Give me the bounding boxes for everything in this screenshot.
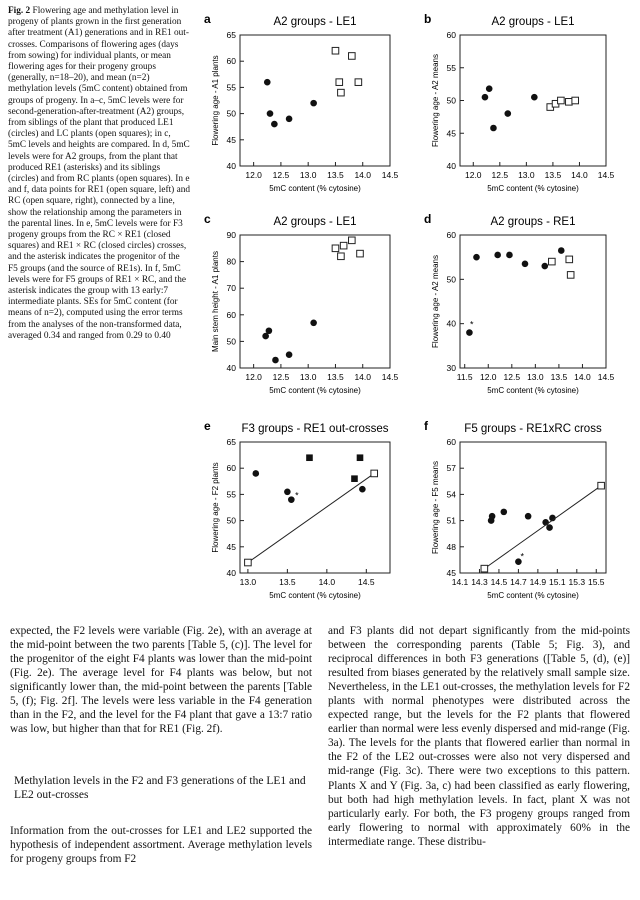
left-paragraph-1: expected, the F2 levels were variable (Fig. 2e), with an average at the mid-point between the two parents [Table 5, (c)]. The level for the progenitor of the eight F4 plants was lower than the mid-point (Fig. 2e). The average level for F4 plants was below, but not significantly lower than, the mid-point between the parents [Table 5, (f); Fig. 2f]. The levels were less variable in the F4 generation than in the F2, and the level for the F4 plant that gave a 13:7 ratio was low, but higher than that for RE1 (Fig. 2f). [10,625,312,736]
y-tick-label-b: 40 [446,161,456,171]
x-tick-label-d: 14.5 [597,372,615,382]
x-axis-label-b: 5mC content (% cytosine) [487,184,579,193]
y-axis-label-a: Flowering age - A1 plants [211,55,220,146]
data-point-circle-c [286,351,293,358]
x-tick-label-a: 14.0 [354,170,372,180]
data-point-circle-b [482,94,489,101]
y-tick-label-e: 40 [226,568,236,578]
data-point-asterisk-f: * [520,551,525,562]
y-tick-label-c: 40 [226,363,236,373]
y-tick-label-f: 60 [446,437,456,447]
data-point-circle-f [489,513,496,520]
plot-frame-f [460,442,606,573]
caption-label: Fig. 2 [8,6,31,16]
x-tick-label-b: 12.0 [464,170,482,180]
x-tick-label-e: 13.5 [279,577,296,587]
x-tick-label-b: 14.5 [597,170,615,180]
y-tick-label-b: 55 [446,62,456,73]
left-paragraph-2: Information from the out-crosses for LE1 and LE2 supported the hypothesis of independent assortment. Average methylation levels for progeny groups from F2 [10,825,312,866]
x-tick-label-d: 12.0 [479,372,497,382]
data-point-open-square-b [566,99,573,106]
x-tick-label-f: 14.3 [471,577,488,587]
x-tick-label-c: 12.0 [245,372,262,382]
y-tick-label-f: 54 [446,489,456,500]
y-tick-label-e: 50 [226,515,236,526]
x-axis-label-e: 5mC content (% cytosine) [269,591,361,600]
data-point-open-square-a [349,53,356,60]
y-tick-label-d: 50 [446,274,456,285]
x-tick-label-f: 14.1 [451,577,469,587]
chart-title-a: A2 groups - LE1 [273,16,357,28]
data-point-circle-a [271,121,278,128]
right-column [328,624,630,849]
data-point-open-square-b [558,97,565,104]
y-tick-label-b: 60 [446,30,456,40]
data-point-open-square-a [336,79,343,86]
plot-frame-b [460,35,606,166]
x-axis-label-a: 5mC content (% cytosine) [269,184,361,193]
y-tick-label-d: 30 [446,363,456,373]
data-point-circle-c [310,319,317,326]
x-tick-label-c: 13.5 [327,372,344,382]
x-tick-label-a: 12.0 [245,170,262,180]
data-point-open-square-d [566,256,573,263]
chart-title-b: A2 groups - LE1 [491,16,575,28]
data-point-open-square-e [245,559,252,566]
x-axis-label-f: 5mC content (% cytosine) [487,591,579,600]
parental-line-f [484,486,601,569]
data-point-asterisk-e: * [295,490,299,501]
data-point-open-square-a [338,89,345,96]
x-tick-label-d: 14.0 [574,372,591,382]
data-point-circle-b [531,94,538,101]
data-point-open-square-a [332,47,339,54]
x-tick-label-f: 14.9 [529,577,547,587]
panel-label-c: c [204,212,211,226]
parental-line-e [248,473,374,562]
data-point-circle-d [541,263,548,270]
data-point-circle-f [525,513,532,520]
y-tick-label-f: 45 [446,568,456,578]
x-tick-label-c: 14.5 [381,372,399,382]
x-tick-label-d: 12.5 [503,372,521,382]
y-axis-label-c: Main stem height - A1 plants [211,251,220,352]
x-axis-label-c: 5mC content (% cytosine) [269,386,361,395]
data-point-circle-a [310,100,317,107]
y-tick-label-d: 40 [446,318,456,329]
x-tick-label-b: 12.5 [491,170,509,180]
x-tick-label-f: 14.7 [510,577,527,587]
y-tick-label-e: 45 [226,541,236,552]
data-point-circle-e [288,496,295,503]
panel-label-d: d [424,212,432,226]
data-point-open-square-c [332,245,339,252]
x-tick-label-b: 13.0 [518,170,535,180]
data-point-asterisk-d: * [470,319,474,330]
x-tick-label-b: 14.0 [571,170,588,180]
data-point-open-square-c [357,250,364,257]
caption-text: Flowering age and methylation level in progeny of plants grown in the first generation after treatment (A1) generations and in RE1 out-crosses. Comparisons of flowering ages (days from sowing) for individual plants, or mean flowering ages for their progeny groups (generally, n=18–20), and mean (n=2) methylation levels (5mC content) obtained from groups of progeny. In a–c, 5mC levels were for second-generation-after-treatment (A2) groups, from siblings of the plant that produced LE1 (circles) and LC plants (open squares); in c, 5mC levels and heights are compared. In d, 5mC levels were for A2 groups, from the plant that produced RE1 (asterisks) and its siblings (circles) and from RC plants (open squares). In e and f, data points for RE1 (open square, left) and RC (open square, right), connected by a line, show the relationship among the parameters in the parental lines. In e, 5mC levels were for F3 progeny groups from the RC × RE1 (closed squares) and RE1 × RC (closed circles) crosses, and the asterisk indicates the progenitor of the F5 groups (and the source of RE1s). In f, 5mC levels were for F5 groups of RE1 × RC, and the asterisk indicates the group with 13 early:7 intermediate plants. SEs for 5mC content (for means of n=2), computed using the error terms from the analyses of the non-transformed data, averaged 0.34 and ranged from 0.29 to 0.40 [8,6,191,341]
x-tick-label-e: 13.0 [239,577,257,587]
data-point-circle-c [266,327,273,334]
x-axis-label-d: 5mC content (% cytosine) [487,386,579,395]
data-point-circle-d [506,252,513,259]
left-column [10,624,312,736]
left-paragraph-2-block [10,824,312,866]
x-tick-label-b: 13.5 [544,170,562,180]
data-point-circle-d [558,247,565,254]
data-point-circle-d [466,329,473,336]
panel-label-f: f [424,419,428,433]
data-point-circle-a [264,79,271,86]
x-tick-label-f: 15.1 [549,577,566,587]
y-tick-label-f: 48 [446,541,456,552]
data-point-open-square-d [549,258,556,265]
chart-title-d: A2 groups - RE1 [490,216,576,228]
x-tick-label-e: 14.5 [358,577,375,587]
data-point-open-square-c [340,242,347,249]
y-tick-label-a: 65 [226,30,236,40]
x-tick-label-c: 13.0 [299,372,317,382]
right-paragraph-1: and F3 plants did not depart significantly from the mid-points between the corresponding parents (Table 5; Fig. 3), and reciprocal differences in both F3 generations ([Table 5, (d), (e)] resulted from biases generated by the relatively small sample size. Nevertheless, in the LE1 out-crosses, the methylation levels for F2 plants with normal phenotypes were distributed across the expected range, but the levels for the F2 plants that flowered earlier than normal were less evenly dispersed and mid-range (Fig. 3a). The levels for the plants that flowered earlier than normal in the F2 of the LE2 out-crosses were also not very dispersed and mid-range (Fig. 3c). There were two exceptions to this pattern. Plants X and Y (Fig. 3a, c) had been classified as early flowering, but both had high methylation levels. In fact, plant X was not particularly early. For both, the F3 progeny groups ranged from early flowering to normal with approximately 60% in the intermediate range. These distribu- [328,625,630,848]
y-tick-label-f: 57 [446,463,456,474]
data-point-circle-b [490,125,497,132]
data-point-circle-f [501,509,508,516]
y-tick-label-a: 40 [226,161,236,171]
data-point-open-square-f [481,565,488,572]
y-tick-label-c: 90 [226,230,236,240]
y-tick-label-c: 70 [226,283,236,294]
y-axis-label-d: Flowering age - A2 means [431,255,440,348]
x-tick-label-d: 11.5 [456,372,473,382]
y-tick-label-e: 65 [226,437,236,447]
plot-frame-d [460,235,606,368]
x-tick-label-f: 15.3 [568,577,586,587]
data-point-open-square-e [371,470,378,477]
data-point-circle-e [252,470,259,477]
data-point-circle-e [284,488,291,495]
panel-label-a: a [204,12,211,26]
y-axis-label-f: Flowering age - F5 means [431,461,440,554]
data-point-circle-d [522,261,529,268]
y-tick-label-a: 45 [226,134,236,145]
y-tick-label-a: 55 [226,82,236,93]
section-heading: Methylation levels in the F2 and F3 generations of the LE1 and LE2 out-crosses [14,775,306,801]
x-tick-label-a: 14.5 [381,170,399,180]
x-tick-label-f: 15.5 [587,577,605,587]
x-tick-label-e: 14.0 [318,577,336,587]
data-point-open-square-c [349,237,356,244]
data-point-circle-c [272,357,279,364]
data-point-closed-square-e [351,475,358,482]
plot-frame-c [240,235,390,368]
chart-title-e: F3 groups - RE1 out-crosses [241,423,389,435]
x-tick-label-c: 14.0 [354,372,372,382]
x-tick-label-a: 13.0 [299,170,317,180]
y-tick-label-d: 60 [446,230,456,240]
data-point-open-square-d [567,272,574,279]
data-point-closed-square-e [306,454,313,461]
x-tick-label-d: 13.0 [527,372,544,382]
plot-frame-e [240,442,390,573]
y-tick-label-a: 60 [226,56,236,67]
panel-label-b: b [424,12,432,26]
data-point-open-square-a [355,79,362,86]
x-tick-label-c: 12.5 [272,372,290,382]
y-tick-label-f: 51 [446,515,456,526]
data-point-open-square-b [572,97,579,104]
y-tick-label-e: 55 [226,489,236,500]
data-point-circle-b [504,110,511,117]
y-tick-label-b: 50 [446,95,456,106]
y-tick-label-a: 50 [226,108,236,119]
x-tick-label-f: 14.5 [490,577,508,587]
y-tick-label-c: 50 [226,336,236,347]
y-tick-label-b: 45 [446,128,456,139]
chart-title-f: F5 groups - RE1xRC cross [464,423,602,435]
x-tick-label-a: 13.5 [327,170,344,180]
data-point-circle-e [359,486,366,493]
y-tick-label-c: 60 [226,309,236,320]
x-tick-label-a: 12.5 [272,170,290,180]
data-point-circle-d [494,252,501,259]
y-axis-label-e: Flowering age - F2 plants [211,462,220,553]
data-point-circle-d [473,254,480,261]
data-point-circle-a [267,110,274,117]
x-tick-label-d: 13.5 [550,372,568,382]
data-point-open-square-c [338,253,345,260]
chart-title-c: A2 groups - LE1 [273,216,357,228]
panel-label-e: e [204,419,211,433]
y-tick-label-e: 60 [226,463,236,474]
y-tick-label-c: 80 [226,256,236,267]
y-axis-label-b: Flowering age - A2 means [431,54,440,147]
data-point-circle-a [286,116,293,123]
data-point-closed-square-e [357,454,364,461]
data-point-circle-f [546,524,553,531]
data-point-open-square-f [598,482,605,489]
data-point-circle-b [486,85,493,92]
